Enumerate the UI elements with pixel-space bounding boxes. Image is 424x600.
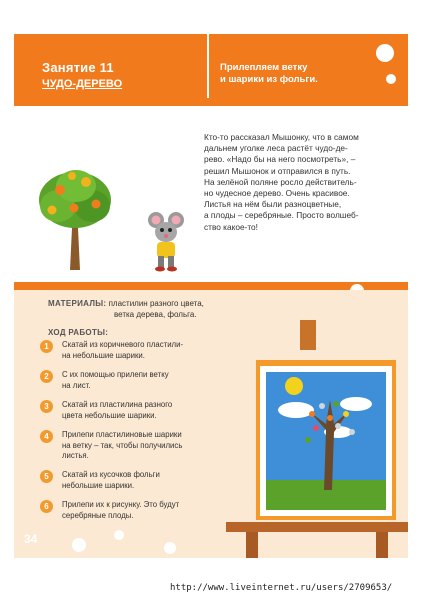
footer-url: http://www.liveinternet.ru/users/2709653/ (170, 583, 393, 593)
step-line: Скатай из пластилина разного (62, 400, 173, 409)
materials-block (48, 298, 248, 320)
step-line: Прилепи пластилиновые шарики (62, 430, 182, 439)
story-line: решил Мышонок и отправился в путь. (204, 165, 351, 176)
step-text (62, 500, 232, 521)
story-line: дальнем уголке леса растёт чудо-де- (204, 143, 348, 154)
lesson-subtitle: ЧУДО-ДЕРЕВО (42, 78, 123, 90)
step-line: серебряные плоды. (62, 510, 134, 520)
story-line: ство какое-то! (204, 221, 258, 232)
step-line: на небольшие шарики. (62, 350, 145, 360)
decor-dot (164, 542, 176, 554)
mouse-illustration (144, 210, 188, 272)
story-panel (14, 106, 408, 282)
decor-dot (386, 74, 396, 84)
book-page (14, 34, 408, 558)
instructions-panel (14, 290, 408, 558)
step-line: Скатай из кусочков фольги (62, 470, 160, 479)
header-divider (207, 34, 209, 98)
step-line: листья. (62, 451, 89, 460)
step-line: цвета небольшие шарики. (62, 410, 157, 420)
page-number: 34 (24, 532, 38, 546)
step-number: 6 (40, 500, 53, 513)
step-number: 2 (40, 370, 53, 383)
materials-label: МАТЕРИАЛЫ: (48, 299, 107, 308)
step-line: на лист. (62, 380, 91, 390)
step-text (62, 370, 232, 391)
step-text (62, 340, 232, 361)
story-line: а плоды – серебряные. Просто волшеб- (204, 210, 359, 221)
story-line: Листья на нём были разноцветные, (204, 199, 342, 210)
step-number: 4 (40, 430, 53, 443)
story-line: На зелёной поляне росло действитель- (204, 176, 357, 187)
materials-line: ветка дерева, фольга. (114, 310, 197, 319)
decor-dot (72, 538, 86, 552)
step-number: 3 (40, 400, 53, 413)
step-text (62, 400, 232, 421)
lesson-title: Занятие 11 (42, 60, 114, 75)
materials-line: пластилин разного цвета, (108, 299, 204, 308)
steps-label: ХОД РАБОТЫ: (48, 328, 109, 337)
story-line: рево. «Надо бы на него посмотреть», – (204, 154, 356, 165)
step-number: 5 (40, 470, 53, 483)
tree-illustration (36, 166, 114, 270)
decor-dot (376, 44, 394, 62)
step-line: Прилепи их к рисунку. Это будут (62, 500, 180, 509)
step-text (62, 430, 232, 462)
lesson-description (220, 62, 360, 86)
story-line: но чудесное дерево. Очень красивое. (204, 188, 350, 199)
lesson-description-line: и шарики из фольги. (220, 74, 318, 85)
decor-dot (114, 530, 124, 540)
step-line: небольшие шарики. (62, 480, 135, 490)
lesson-description-line: Прилепляем ветку (220, 62, 308, 73)
step-line: Скатай из коричневого пластили- (62, 340, 184, 349)
step-number: 1 (40, 340, 53, 353)
easel-artwork-illustration (226, 320, 408, 558)
story-text (204, 132, 394, 233)
story-line: Кто-то рассказал Мышонку, что в самом (204, 132, 359, 142)
step-line: на ветку – так, чтобы получились (62, 440, 183, 450)
step-text (62, 470, 232, 491)
step-line: С их помощью прилепи ветку (62, 370, 169, 379)
